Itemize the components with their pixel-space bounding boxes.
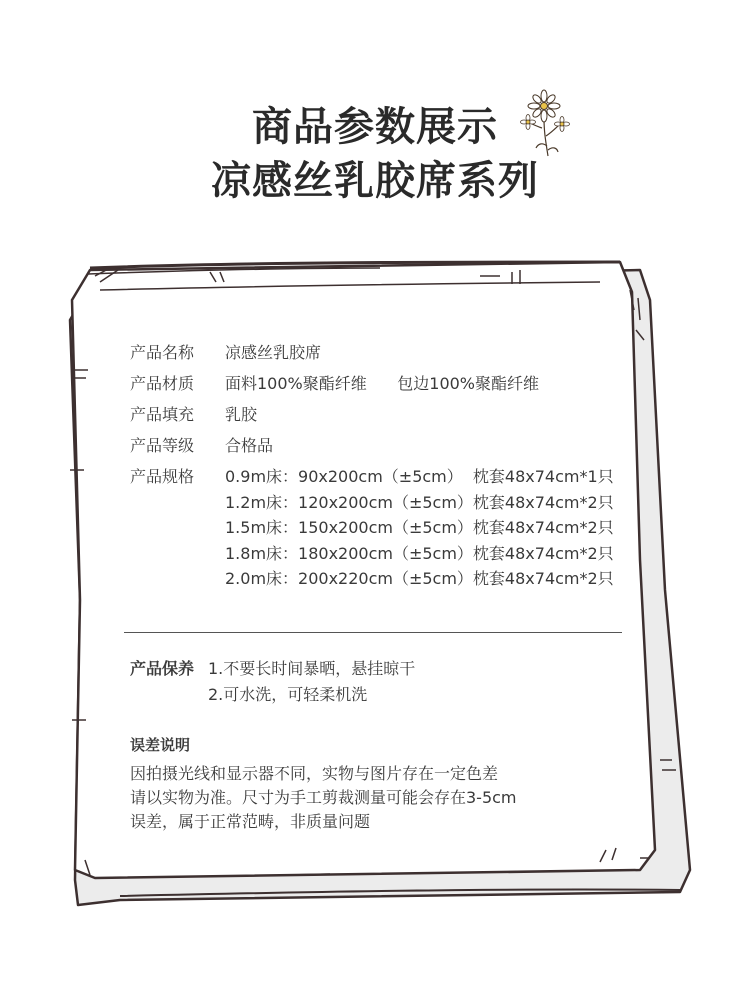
- spec-label: 产品材质: [130, 374, 195, 393]
- page-subtitle: 凉感丝乳胶席系列: [211, 158, 539, 204]
- care-section: [130, 656, 415, 708]
- size-list: [225, 464, 614, 592]
- error-note-line: 误差，属于正常范畴，非质量问题: [130, 812, 371, 831]
- spec-value: 合格品: [225, 436, 274, 455]
- spec-row-filling: [130, 402, 614, 428]
- care-list: [208, 656, 415, 708]
- spec-label: 产品名称: [130, 343, 195, 362]
- spec-value: 凉感丝乳胶席: [225, 343, 322, 362]
- page-title: 商品参数展示: [252, 104, 498, 150]
- spec-table: [130, 340, 614, 597]
- spec-value: 面料100%聚酯纤维 包边100%聚酯纤维: [225, 374, 540, 393]
- care-item: 2.可水洗，可轻柔机洗: [208, 685, 368, 704]
- spec-label: 产品填充: [130, 405, 195, 424]
- error-note-title: 误差说明: [130, 736, 191, 754]
- size-item: 0.9m床：90x200cm（±5cm） 枕套48x74cm*1只: [225, 467, 614, 486]
- spec-label: 产品规格: [130, 467, 195, 486]
- title-block: [0, 100, 750, 208]
- spec-row-grade: [130, 433, 614, 459]
- spec-value: 乳胶: [225, 405, 258, 424]
- size-item: 1.8m床：180x200cm（±5cm）枕套48x74cm*2只: [225, 543, 614, 563]
- size-item: 2.0m床：200x220cm（±5cm）枕套48x74cm*2只: [225, 569, 614, 588]
- daisy-flower-icon: [520, 88, 570, 158]
- care-item: 1.不要长时间暴晒，悬挂晾干: [208, 659, 416, 678]
- spec-row-material: [130, 371, 614, 397]
- size-item: 1.5m床：150x200cm（±5cm）枕套48x74cm*2只: [225, 518, 614, 537]
- error-note-line: 因拍摄光线和显示器不同，实物与图片存在一定色差: [130, 764, 499, 783]
- size-item: 1.2m床：120x200cm（±5cm）枕套48x74cm*2只: [225, 492, 614, 512]
- error-note-text: [130, 762, 517, 834]
- error-note-line: 请以实物为准。尺寸为手工剪裁测量可能会存在3-5cm: [130, 788, 517, 807]
- care-label: 产品保养: [130, 659, 195, 678]
- spec-row-name: [130, 340, 614, 366]
- section-divider: [124, 632, 622, 633]
- spec-label: 产品等级: [130, 436, 195, 455]
- spec-row-sizes: [130, 464, 614, 592]
